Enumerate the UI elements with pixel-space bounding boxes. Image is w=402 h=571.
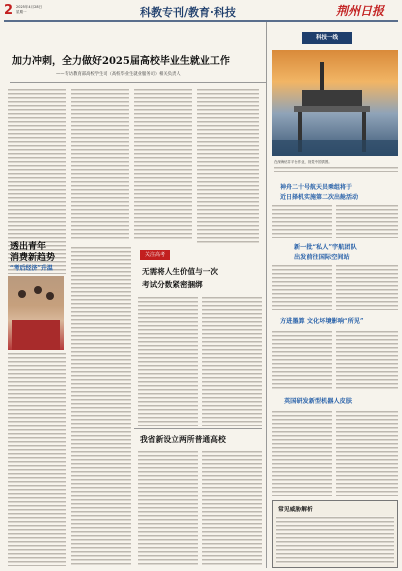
lead-body-col2 (71, 88, 129, 240)
story1-headline-line2: 近日择机实施第二次出舱活动 (280, 194, 359, 201)
school-body-col2 (202, 450, 262, 566)
exam-tag (140, 250, 170, 260)
feature-body-col1 (8, 352, 66, 566)
photo-caption: 在深海钻井平台作业，视觉中国供图。 (274, 160, 332, 164)
story1-body-col1 (272, 204, 332, 238)
tech-tag (302, 32, 352, 44)
masthead-rule (4, 20, 398, 22)
story2-body-col1 (272, 264, 332, 310)
story4-headline: 英国研发新型机器人皮肤 (284, 398, 353, 405)
story2-headline-line1: 新一批“私人”宇航团队 (294, 244, 357, 251)
feature-body-col2 (71, 246, 131, 566)
lead-body-col4 (197, 88, 259, 243)
platform-photo (272, 50, 398, 156)
story5-body (276, 516, 394, 564)
story4-body-col2 (336, 410, 398, 496)
story3-body-col1 (272, 330, 332, 390)
exam-tag-label: 关注高考 (144, 252, 165, 258)
newspaper-logo: 荆州日报 (336, 4, 385, 18)
school-divider (134, 428, 262, 429)
tech-tag-label: 科技一线 (315, 35, 338, 41)
page-number: 2 (4, 3, 14, 18)
section-title: 科教专刊/教育·科技 (140, 6, 236, 19)
feature-headline-line2: 消费新趋势 (10, 253, 56, 263)
feature-headline-line1: 透出青年 (10, 242, 47, 252)
lead-body-col3 (134, 88, 192, 240)
issue-date: 2025年4月28日 (16, 5, 43, 9)
story3-body-col2 (336, 330, 398, 390)
story2-body-col2 (336, 264, 398, 310)
school-headline: 我省新设立两所普通高校 (140, 435, 226, 444)
graduation-photo (8, 276, 64, 350)
story2-headline-line2: 出发前往国际空间站 (294, 254, 350, 261)
issue-weekday: 星期一 (16, 10, 27, 14)
exam-headline-line1: 无需将人生价值与一次 (142, 267, 218, 276)
feature-headline (10, 242, 66, 273)
column-separator (266, 22, 267, 568)
lead-subheadline: ——专访教育部高校学生司（高校毕业生就业服务司）相关负责人 (56, 72, 181, 77)
exam-body-col2 (202, 296, 262, 426)
story4-body-col1 (272, 410, 332, 496)
exam-headline-line2: 考试分数紧密捆绑 (142, 280, 203, 289)
school-body-col1 (138, 450, 198, 566)
story1-body-col2 (336, 204, 398, 238)
story5-headline: 常见威胁解析 (278, 507, 313, 513)
lead-headline: 加力冲刺，全力做好2025届高校毕业生就业工作 (12, 56, 230, 67)
story3-headline: 方进墨算 文化坏境影响“所见” (280, 318, 364, 325)
exam-body-col1 (138, 296, 198, 426)
caption-body (274, 166, 398, 172)
feature-headline-line3: “考后经济”升温 (10, 265, 53, 272)
story1-headline-line1: 神舟二十号航天员乘组将于 (280, 184, 353, 191)
headline-divider (10, 82, 266, 83)
